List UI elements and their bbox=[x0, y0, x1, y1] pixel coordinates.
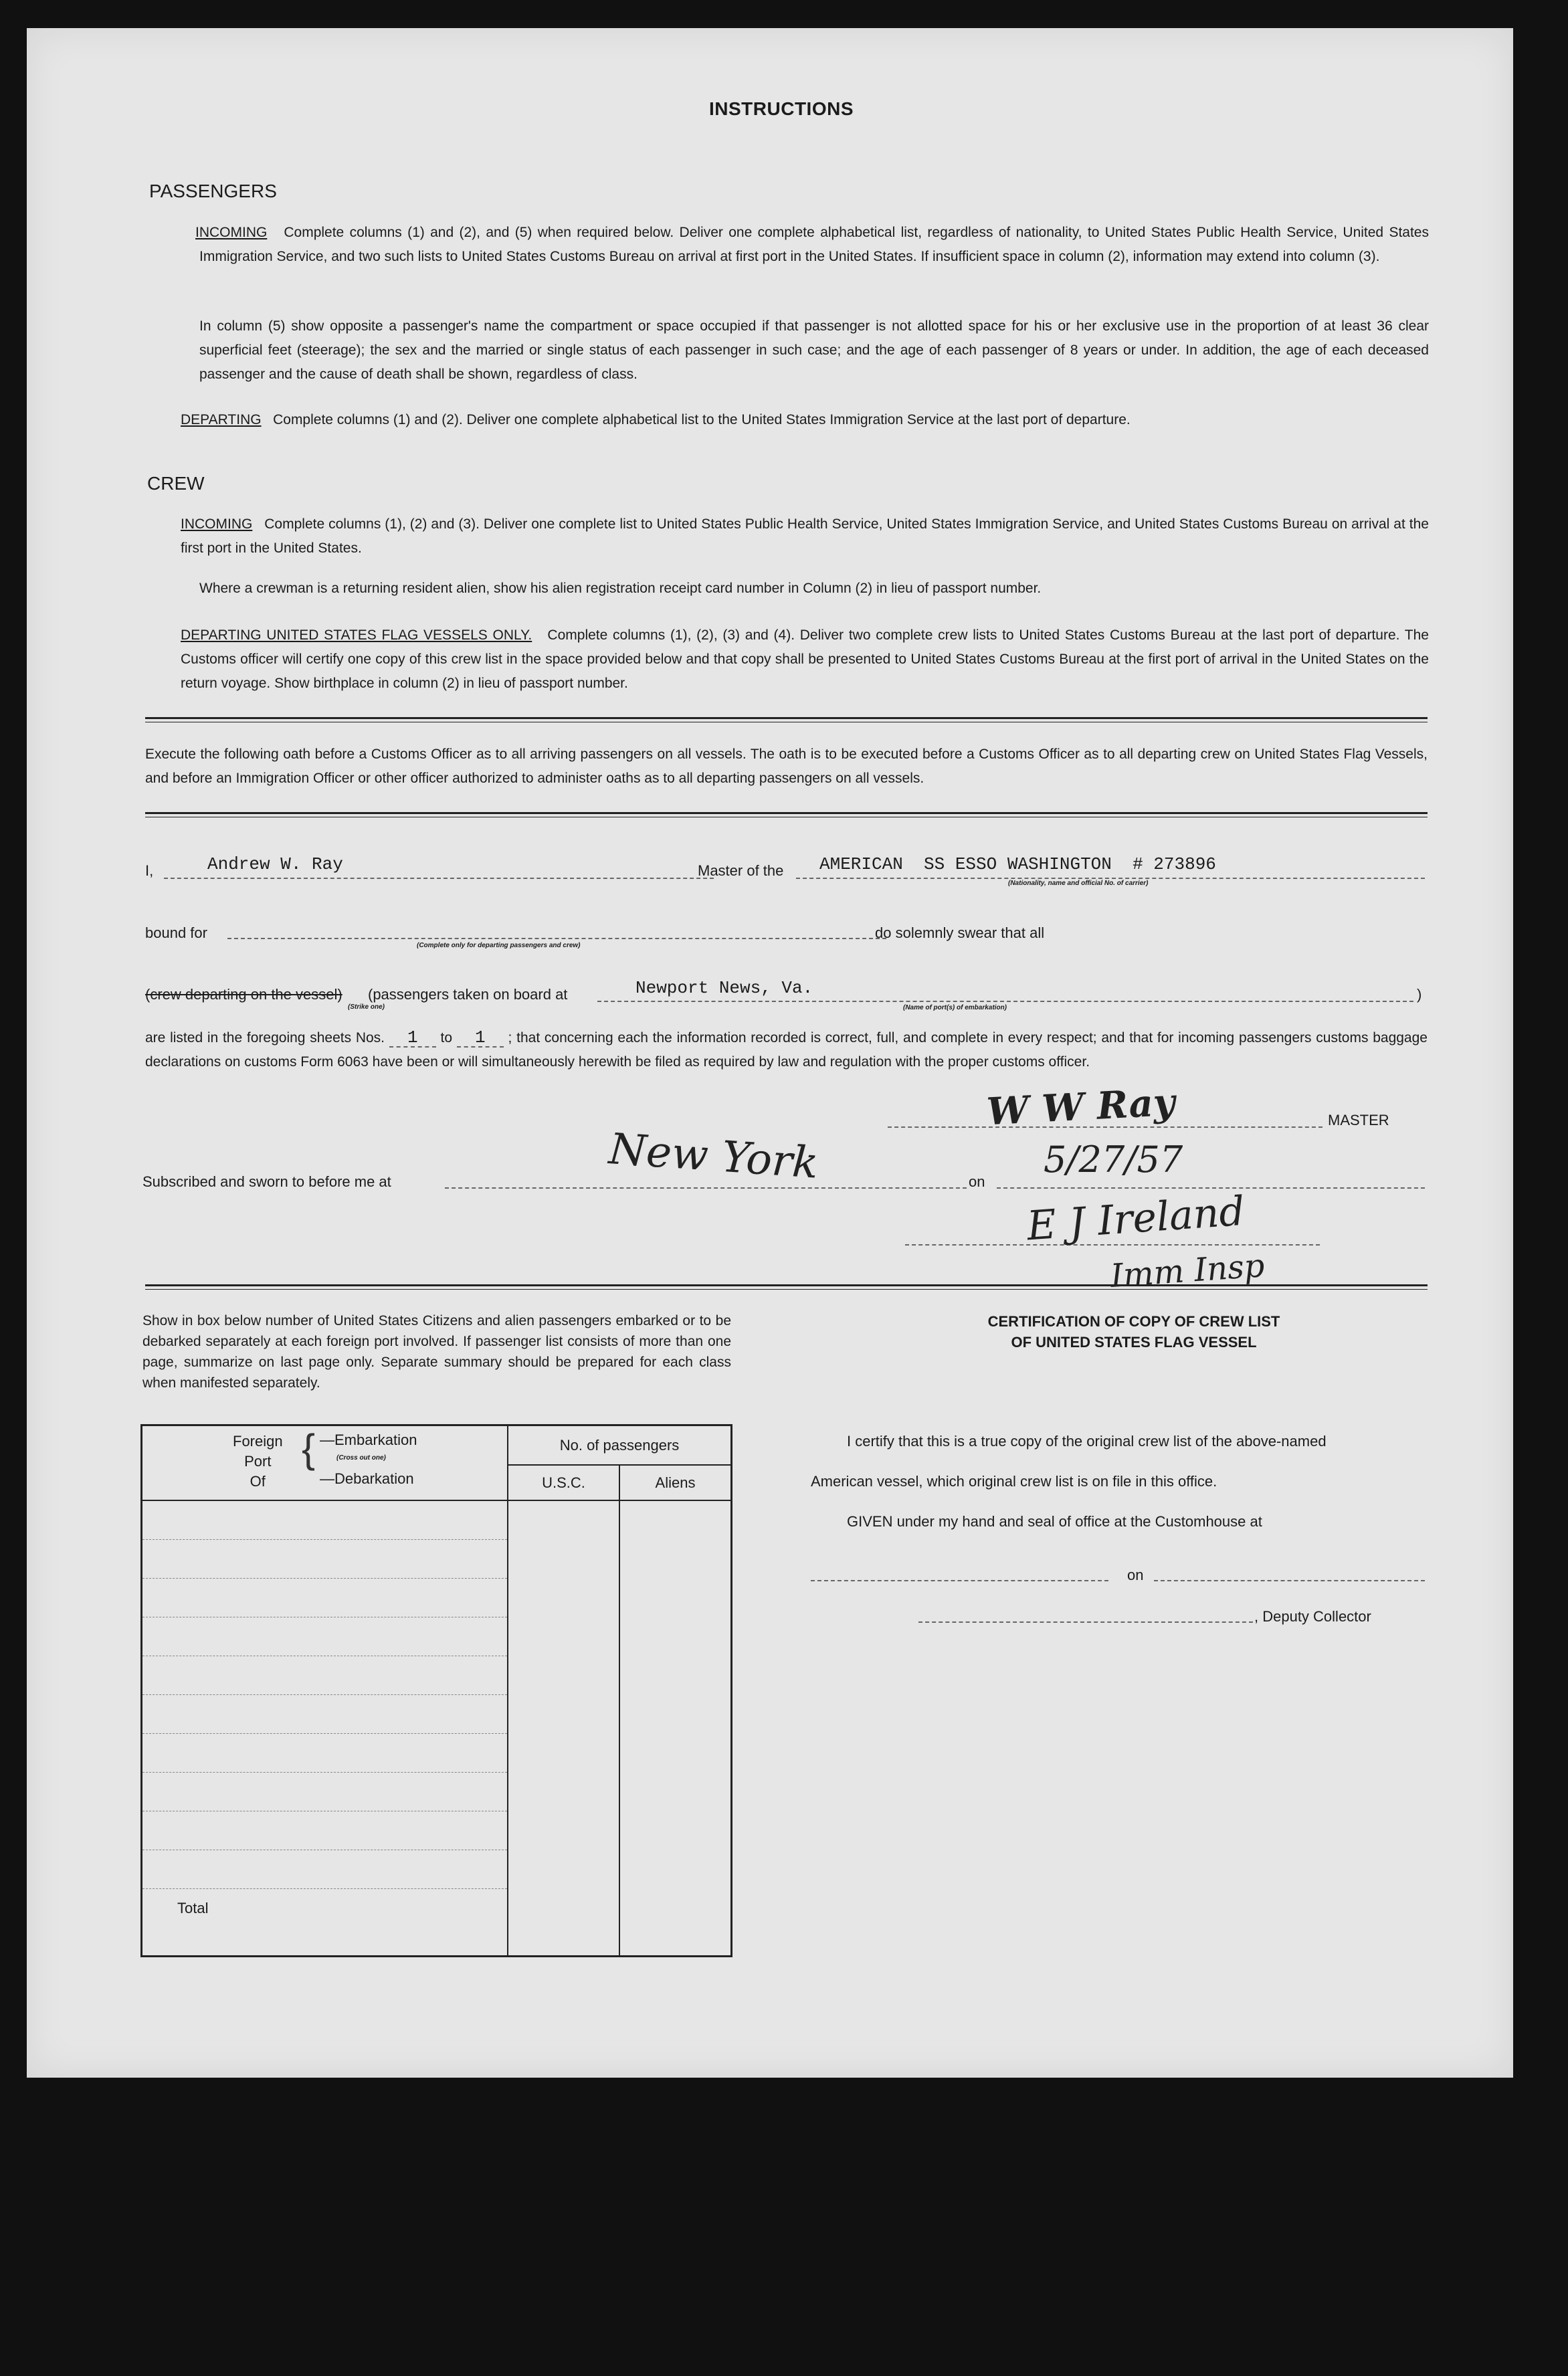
brace-icon: { bbox=[302, 1426, 316, 1471]
debarkation-label: —Debarkation bbox=[320, 1470, 414, 1487]
listed-label: are listed in the foregoing sheets Nos. bbox=[145, 1030, 385, 1046]
certification-title-line2: OF UNITED STATES FLAG VESSEL bbox=[1011, 1334, 1257, 1351]
officer-signature[interactable]: E J Ireland bbox=[1025, 1187, 1246, 1250]
incoming-label: INCOMING bbox=[195, 225, 268, 240]
passengers-taken-label: (passengers taken on board at bbox=[368, 986, 568, 1003]
master-of-label: Master of the bbox=[698, 862, 784, 879]
table-row[interactable] bbox=[142, 1617, 507, 1656]
i-label: I, bbox=[145, 862, 154, 879]
table-row[interactable] bbox=[142, 1734, 507, 1773]
departing-us-paragraph bbox=[181, 623, 1429, 696]
listed-paragraph bbox=[145, 1026, 1428, 1074]
port-caption: (Name of port(s) of embarkation) bbox=[903, 1004, 1007, 1011]
certification-on-label: on bbox=[1127, 1567, 1144, 1583]
swear-label: do solemnly swear that all bbox=[875, 924, 1045, 941]
officer-signature-line bbox=[905, 1244, 1320, 1246]
sheet-to-field[interactable]: 1 bbox=[457, 1029, 504, 1048]
total-label: Total bbox=[177, 1900, 209, 1916]
officer-title-signature[interactable]: Imm Insp bbox=[1109, 1247, 1266, 1295]
departing-label: DEPARTING bbox=[181, 412, 262, 427]
departing-text: Complete columns (1) and (2). Deliver one complete alphabetical list to the United States Immigration Service at the last port of departure. bbox=[273, 412, 1131, 427]
passengers-heading: PASSENGERS bbox=[149, 181, 277, 201]
table-row[interactable] bbox=[142, 1579, 507, 1617]
certification-text1: I certify that this is a true copy of the original crew list of the above-named bbox=[847, 1433, 1327, 1450]
table-row[interactable] bbox=[142, 1501, 507, 1540]
sworn-place-line bbox=[445, 1187, 967, 1189]
no-passengers-header: No. of passengers bbox=[508, 1425, 732, 1466]
table-row[interactable] bbox=[142, 1656, 507, 1695]
certification-text3: GIVEN under my hand and seal of office at the Customhouse at bbox=[847, 1513, 1262, 1530]
divider-top bbox=[145, 717, 1428, 722]
master-signature[interactable]: W W Ray bbox=[985, 1080, 1176, 1134]
subscribed-label: Subscribed and sworn to before me at bbox=[142, 1173, 391, 1190]
certification-text2: American vessel, which original crew list is on file in this office. bbox=[811, 1473, 1217, 1490]
summary-table bbox=[140, 1424, 732, 1957]
sworn-date-line bbox=[997, 1187, 1425, 1189]
document-sheet bbox=[27, 28, 1513, 2078]
embarkation-label: —Embarkation bbox=[320, 1431, 417, 1448]
listed-rest: ; that concerning each the information recorded is correct, full, and complete in every respect; and that for incoming passengers customs baggage declarations on customs Form 6063 have been or will simultaneously herewith be filed as required by law and regulation with the proper customs officer. bbox=[145, 1030, 1428, 1070]
vessel-caption: (Nationality, name and official No. of carrier) bbox=[1008, 880, 1149, 887]
table-row[interactable] bbox=[142, 1811, 507, 1850]
divider-bottom bbox=[145, 1284, 1428, 1290]
strike-caption: (Strike one) bbox=[348, 1003, 385, 1011]
col-port: Port bbox=[244, 1453, 272, 1470]
strike-crew-text: (crew departing on the vessel) bbox=[145, 986, 342, 1003]
incoming-text: Complete columns (1) and (2), and (5) when required below. Deliver one complete alphabetical list, regardless of nationality, to United States Public Health Service, United States Immigration Service, and two such lists to United States Customs Bureau on arrival at first port in the United States. If insufficient space in column (2), information may extend into column (3). bbox=[199, 225, 1429, 264]
crew-incoming-text: Complete columns (1), (2) and (3). Deliver one complete list to United States Public Health Service, United States Immigration Service, and United States Customs Bureau on arrival at the first port in the United States. bbox=[181, 516, 1429, 556]
table-row[interactable] bbox=[142, 1773, 507, 1811]
table-row[interactable] bbox=[142, 1695, 507, 1734]
column5-paragraph: In column (5) show opposite a passenger's name the compartment or space occupied if that passenger is not allotted space for his or her exclusive use in the proportion of at least 36 clear superficial feet (steerage); the sex and the married or single status of each passenger in such case; and the age of each passenger of 8 years or under. In addition, the age of each deceased passenger and the cause of death shall be shown, regardless of class. bbox=[199, 318, 1429, 382]
vessel-field[interactable]: AMERICAN SS ESSO WASHINGTON # 273896 bbox=[819, 854, 1216, 874]
crewman-paragraph: Where a crewman is a returning resident alien, show his alien registration receipt card number in Column (2) in lieu of passport number. bbox=[199, 581, 1042, 596]
certification-title-line1: CERTIFICATION OF COPY OF CREW LIST bbox=[987, 1313, 1280, 1330]
bound-for-label: bound for bbox=[145, 924, 207, 941]
table-row[interactable] bbox=[142, 1540, 507, 1579]
to-label: to bbox=[440, 1030, 453, 1046]
certification-title bbox=[916, 1311, 1351, 1353]
crew-incoming-label: INCOMING bbox=[181, 516, 253, 532]
oath-intro: Execute the following oath before a Customs Officer as to all arriving passengers on all vessels. The oath is to be executed before a Customs Officer as to all departing crew on United States Flag Vessels, and before an Immigration Officer or other officer authorized to administer oaths as to all departing passengers on all vessels. bbox=[145, 747, 1428, 786]
port-field[interactable]: Newport News, Va. bbox=[635, 978, 813, 998]
on-label: on bbox=[969, 1173, 985, 1190]
departing-us-text: Complete columns (1), (2), (3) and (4). Deliver two complete crew lists to United States Customs Bureau at the last port of departure. The Customs officer will certify one copy of this crew list in the space provided below and that copy shall be presented to United States Customs Bureau at the first port of arrival in the United States on the return voyage. Show birthplace in column (2) in lieu of passport number. bbox=[181, 627, 1429, 691]
table-row[interactable] bbox=[142, 1850, 507, 1889]
crew-heading: CREW bbox=[147, 473, 205, 494]
instructions-title: INSTRUCTIONS bbox=[709, 98, 854, 119]
master-label: MASTER bbox=[1328, 1112, 1389, 1128]
deputy-collector-label: , Deputy Collector bbox=[1254, 1608, 1371, 1625]
sworn-date-field[interactable]: 5/27/57 bbox=[1044, 1138, 1183, 1181]
bound-for-line[interactable] bbox=[227, 938, 886, 939]
aliens-header: Aliens bbox=[619, 1465, 732, 1500]
summary-instructions: Show in box below number of United States Citizens and alien passengers embarked or to be debarked separately at each foreign port involved. If passenger list consists of more than one page, summarize on last page only. Separate summary should be prepared for each class when manifested separately. bbox=[142, 1313, 731, 1391]
close-paren: ) bbox=[1417, 986, 1422, 1003]
divider-oath bbox=[145, 812, 1428, 817]
sworn-place-field[interactable]: New York bbox=[607, 1124, 820, 1189]
master-name-field[interactable]: Andrew W. Ray bbox=[207, 854, 343, 874]
customhouse-line[interactable] bbox=[811, 1580, 1108, 1581]
sheet-from-field[interactable]: 1 bbox=[389, 1029, 436, 1048]
deputy-collector-line[interactable] bbox=[918, 1621, 1253, 1623]
departing-passengers-paragraph bbox=[181, 408, 1429, 432]
crew-incoming-paragraph bbox=[181, 512, 1429, 561]
usc-header: U.S.C. bbox=[508, 1465, 619, 1500]
vessel-line bbox=[796, 878, 1425, 879]
port-line bbox=[597, 1001, 1413, 1002]
col-foreign: Foreign bbox=[233, 1433, 283, 1450]
aliens-column[interactable] bbox=[619, 1500, 732, 1957]
departing-us-label: DEPARTING UNITED STATES FLAG VESSELS ONLY. bbox=[181, 627, 532, 643]
certification-date-line[interactable] bbox=[1154, 1580, 1425, 1581]
cross-out-caption: (Cross out one) bbox=[336, 1454, 386, 1462]
bound-caption: (Complete only for departing passengers and crew) bbox=[417, 942, 581, 949]
master-name-line bbox=[164, 878, 714, 879]
usc-column[interactable] bbox=[508, 1500, 619, 1957]
incoming-passengers-paragraph bbox=[195, 221, 1429, 269]
col-of: Of bbox=[250, 1473, 266, 1490]
